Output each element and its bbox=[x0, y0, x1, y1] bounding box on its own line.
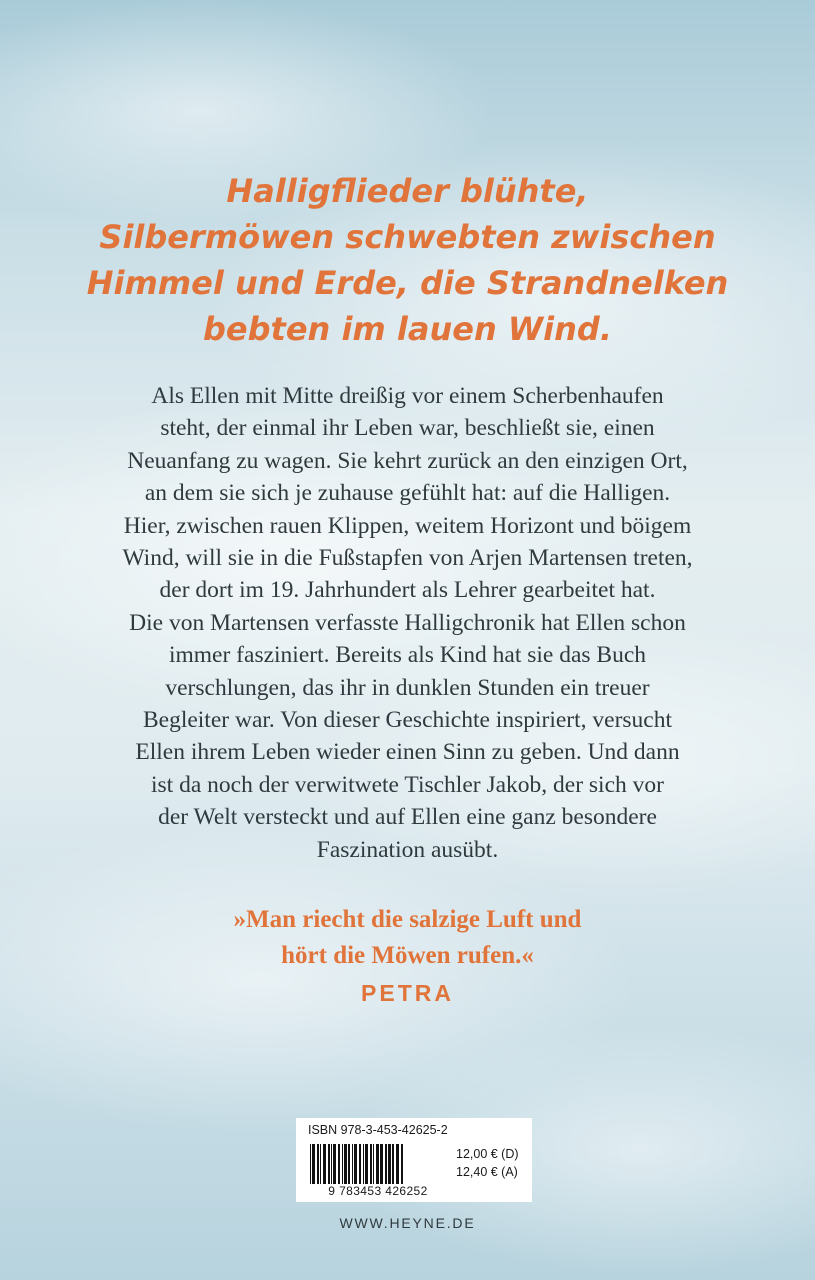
blurb-line: Hier, zwischen rauen Klippen, weitem Horizont und böigem bbox=[123, 512, 692, 539]
barcode-bar bbox=[342, 1144, 343, 1184]
blurb-line: verschlungen, das ihr in dunklen Stunden ein treuer bbox=[165, 674, 650, 701]
press-quote bbox=[0, 902, 815, 974]
barcode-bar bbox=[380, 1144, 383, 1184]
barcode-bar bbox=[338, 1144, 340, 1184]
barcode-bar bbox=[317, 1144, 319, 1184]
barcode-icon bbox=[308, 1144, 448, 1184]
barcode-bar bbox=[365, 1144, 368, 1184]
blurb-line: Neuanfang zu wagen. Sie kehrt zurück an den einzigen Ort, bbox=[127, 447, 688, 474]
barcode-bar bbox=[376, 1144, 379, 1184]
blurb-line: immer fasziniert. Bereits als Kind hat sie das Buch bbox=[168, 642, 647, 669]
barcode-bar bbox=[354, 1144, 357, 1184]
publisher-website: WWW.HEYNE.DE bbox=[339, 1215, 476, 1231]
barcode-bar bbox=[348, 1144, 350, 1184]
press-quote-line: hört die Möwen rufen.« bbox=[281, 942, 534, 969]
tagline bbox=[0, 168, 815, 352]
barcode-bar bbox=[385, 1144, 387, 1184]
blurb-line: Begleiter war. Von dieser Geschichte inspiriert, versucht bbox=[142, 707, 673, 734]
tagline-line: Halligflieder blühte, bbox=[226, 172, 589, 210]
blurb-line: der dort im 19. Jahrhundert als Lehrer gearbeitet hat. bbox=[159, 577, 656, 604]
barcode-bar bbox=[320, 1144, 321, 1184]
barcode-bar bbox=[310, 1144, 311, 1184]
barcode-bar bbox=[328, 1144, 330, 1184]
barcode-bar bbox=[373, 1144, 374, 1184]
barcode-bar bbox=[359, 1144, 361, 1184]
tagline-line: Silbermöwen schwebten zwischen bbox=[99, 218, 716, 256]
barcode-bar bbox=[396, 1144, 399, 1184]
barcode-bar bbox=[333, 1144, 336, 1184]
price-germany: 12,00 € (D) bbox=[456, 1147, 519, 1161]
blurb-line: an dem sie sich je zuhause gefühlt hat: auf die Halligen. bbox=[144, 480, 671, 507]
barcode-bar bbox=[401, 1144, 403, 1184]
price-austria: 12,40 € (A) bbox=[456, 1165, 518, 1179]
isbn-label: ISBN 978-3-453-42625-2 bbox=[308, 1123, 448, 1137]
barcode-bar bbox=[363, 1144, 364, 1184]
barcode-bar bbox=[312, 1144, 315, 1184]
blurb-text bbox=[0, 380, 815, 866]
blurb-line: Faszination ausübt. bbox=[316, 836, 499, 863]
barcode-bar bbox=[352, 1144, 353, 1184]
barcode-box bbox=[296, 1118, 532, 1202]
blurb-line: Wind, will sie in die Fußstapfen von Arjen Martensen treten, bbox=[122, 545, 693, 572]
barcode-digits: 9 783453 426252 bbox=[328, 1184, 428, 1198]
barcode-bar bbox=[344, 1144, 347, 1184]
blurb-line: der Welt versteckt und auf Ellen eine ganz besondere bbox=[158, 804, 657, 831]
barcode-bar bbox=[331, 1144, 332, 1184]
blurb-line: steht, der einmal ihr Leben war, beschließt sie, einen bbox=[160, 415, 655, 442]
barcode-bar bbox=[392, 1144, 394, 1184]
blurb-line: ist da noch der verwitwete Tischler Jakob, der sich vor bbox=[151, 771, 664, 798]
press-quote-source: PETRA bbox=[361, 980, 454, 1006]
barcode-bar bbox=[388, 1144, 391, 1184]
barcode-bar bbox=[370, 1144, 372, 1184]
tagline-line: Himmel und Erde, die Strandnelken bbox=[86, 264, 729, 302]
tagline-line: bebten im lauen Wind. bbox=[203, 310, 612, 348]
blurb-line: Die von Martensen verfasste Halligchronik hat Ellen schon bbox=[129, 609, 686, 636]
press-quote-line: »Man riecht die salzige Luft und bbox=[233, 906, 582, 933]
barcode-bar bbox=[323, 1144, 326, 1184]
blurb-line: Als Ellen mit Mitte dreißig vor einem Scherbenhaufen bbox=[151, 383, 664, 409]
blurb-line: Ellen ihrem Leben wieder einen Sinn zu geben. Und dann bbox=[135, 739, 680, 766]
